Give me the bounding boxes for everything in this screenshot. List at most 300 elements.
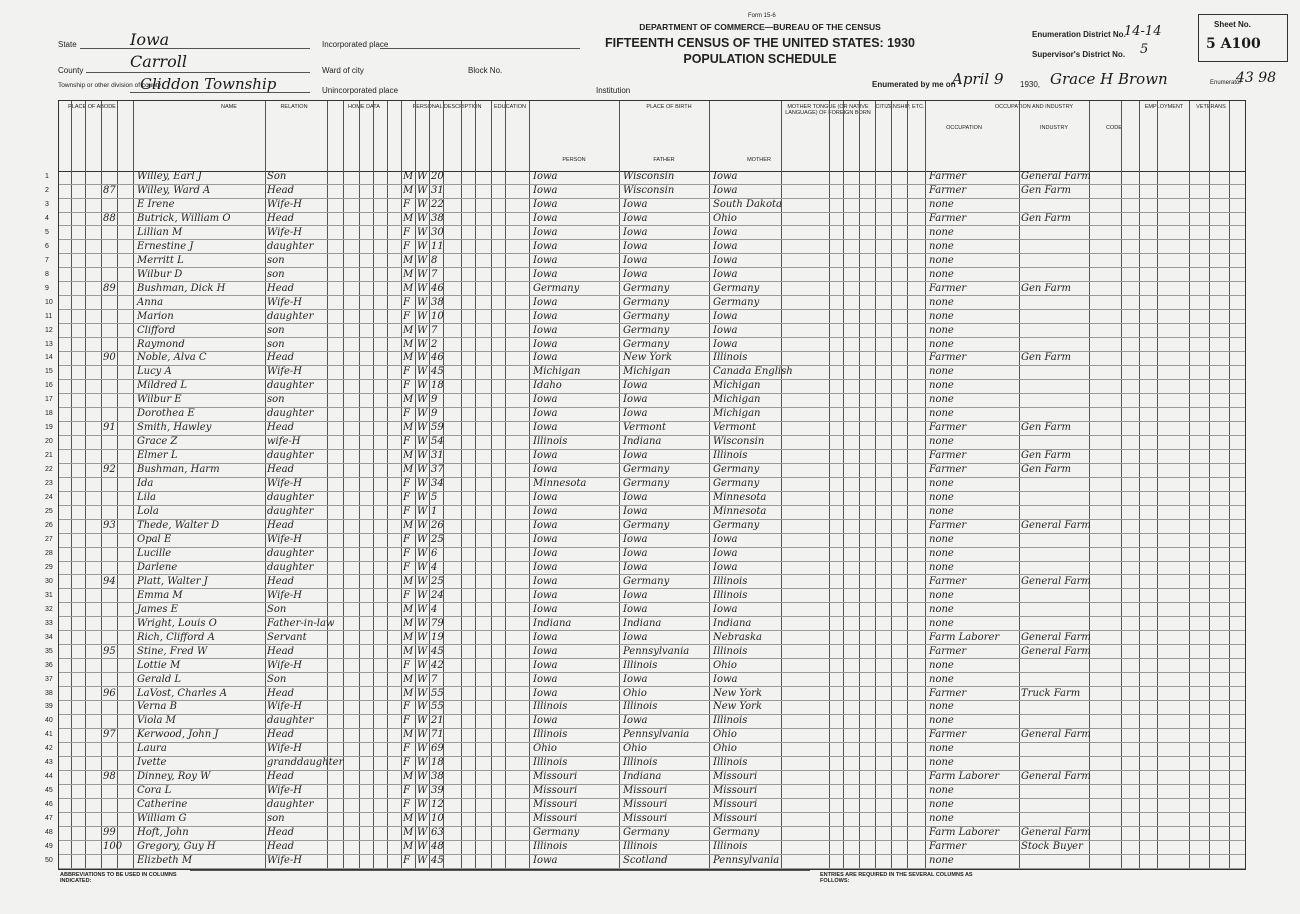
name-cell: Hoft, John (137, 827, 189, 839)
col-name: NAME (221, 104, 237, 110)
sex-cell: M (403, 841, 414, 853)
relation-cell: son (267, 254, 285, 266)
father-birthplace-cell: Iowa (623, 715, 648, 727)
age-cell: 25 (431, 533, 444, 545)
relation-cell: daughter (267, 561, 314, 573)
birthplace-cell: Iowa (533, 520, 558, 531)
row-number: 25 (45, 508, 53, 516)
township-label: Township or other division of county (58, 82, 161, 89)
relation-cell: daughter (267, 380, 314, 392)
industry-cell (1021, 799, 1089, 812)
father-birthplace-cell: Missouri (623, 813, 668, 825)
dwelling-number: 89 (103, 282, 116, 294)
relation-cell: daughter (267, 492, 314, 504)
birthplace-cell: Iowa (533, 492, 558, 504)
mother-birthplace-cell: Michigan (713, 408, 761, 420)
father-birthplace-cell: Pennsylvania (623, 645, 690, 657)
industry-cell (1021, 436, 1089, 449)
age-cell: 7 (431, 673, 438, 685)
age-cell: 59 (431, 422, 444, 434)
age-cell: 38 (431, 212, 444, 224)
name-cell: LaVost, Charles A (137, 687, 227, 699)
row-number: 50 (45, 857, 53, 865)
sex-cell: M (403, 617, 414, 629)
mother-birthplace-cell: Michigan (713, 394, 761, 406)
dwelling-number (103, 450, 117, 463)
table-row (45, 520, 1245, 534)
race-cell: W (417, 171, 428, 182)
relation-cell: Head (267, 575, 295, 587)
footer-entries: ENTRIES ARE REQUIRED IN THE SEVERAL COLUMNS AS FOLLOWS: (820, 872, 973, 884)
name-cell: Lola (137, 506, 159, 518)
sex-cell: F (403, 701, 410, 713)
incorporated-line (380, 48, 580, 49)
sheet-value: 5 A100 (1206, 36, 1261, 52)
county-line (86, 72, 310, 73)
dwelling-number (103, 813, 117, 826)
sex-cell: F (403, 310, 410, 322)
dwelling-number: 99 (103, 827, 116, 839)
relation-cell: Wife-H (267, 701, 303, 713)
name-cell: E Irene (137, 198, 175, 210)
dwelling-number (103, 632, 117, 645)
age-cell: 55 (431, 701, 444, 713)
age-cell: 71 (431, 729, 444, 741)
father-birthplace-cell: Iowa (623, 492, 648, 504)
enumerated-year: 1930, (1020, 80, 1041, 89)
birthplace-cell: Germany (533, 282, 580, 294)
age-cell: 42 (431, 659, 444, 671)
relation-cell: son (267, 324, 285, 336)
enumerated-date: April 9 (952, 70, 1004, 88)
col-person: PERSON (562, 157, 586, 163)
row-number: 35 (45, 647, 53, 655)
row-number: 49 (45, 843, 53, 851)
industry-cell: Stock Buyer (1021, 841, 1083, 853)
row-number: 37 (45, 675, 53, 683)
sex-cell: F (403, 785, 410, 797)
dwelling-number (103, 478, 117, 491)
dwelling-number (103, 701, 117, 714)
father-birthplace-cell: Germany (623, 296, 670, 308)
father-birthplace-cell: Iowa (623, 240, 648, 252)
race-cell: W (417, 464, 428, 476)
sex-cell: F (403, 743, 410, 755)
relation-cell: son (267, 394, 285, 406)
name-cell: Cora L (137, 785, 172, 797)
occupation-cell: Farmer (929, 575, 967, 587)
mother-birthplace-cell: Minnesota (713, 492, 767, 504)
name-cell: Marion (137, 310, 174, 322)
birthplace-cell: Iowa (533, 450, 558, 462)
industry-cell: Truck Farm (1021, 687, 1081, 699)
occupation-cell: Farm Laborer (929, 771, 1000, 783)
name-cell: Rich, Clifford A (137, 631, 215, 643)
dwelling-number: 88 (103, 212, 116, 224)
sex-cell: M (403, 673, 414, 685)
age-cell: 8 (431, 254, 438, 266)
table-row (45, 561, 1245, 576)
occupation-cell: Farmer (929, 422, 967, 434)
birthplace-cell: Iowa (533, 254, 558, 266)
sex-cell: F (403, 226, 410, 238)
table-row (45, 422, 1245, 436)
relation-cell: Head (267, 184, 295, 196)
industry-cell (1021, 701, 1089, 714)
row-number: 36 (45, 661, 53, 669)
industry-cell: Gen Farm (1021, 422, 1072, 434)
age-cell: 19 (431, 631, 444, 643)
industry-cell: General Farm (1021, 771, 1091, 783)
dwelling-number: 95 (103, 645, 116, 657)
occupation-cell: none (929, 785, 954, 797)
sex-cell: M (403, 171, 414, 182)
occupation-cell: Farmer (929, 520, 967, 531)
form-number: Form 15-6 (748, 13, 776, 19)
industry-cell (1021, 506, 1089, 519)
sex-cell: M (403, 520, 414, 531)
sex-cell: M (403, 450, 414, 462)
occupation-cell: none (929, 324, 954, 336)
table-row (45, 729, 1245, 743)
row-number: 29 (45, 563, 53, 571)
col-code: CODE (1106, 125, 1122, 131)
row-number: 1 (45, 173, 49, 180)
father-birthplace-cell: Germany (623, 478, 670, 490)
table-row (45, 492, 1245, 506)
father-birthplace-cell: Iowa (623, 254, 648, 266)
sex-cell: F (403, 533, 410, 545)
table-row (45, 394, 1245, 408)
col-employment: EMPLOYMENT (1144, 104, 1184, 110)
age-cell: 24 (431, 589, 444, 601)
table-row (45, 827, 1245, 841)
table-row (45, 617, 1245, 632)
mother-birthplace-cell: Michigan (713, 380, 761, 392)
dwelling-number (103, 199, 117, 212)
occupation-cell: none (929, 547, 954, 559)
father-birthplace-cell: Illinois (623, 841, 658, 853)
table-row (45, 506, 1245, 520)
race-cell: W (417, 240, 428, 252)
sex-cell: F (403, 659, 410, 671)
county-value: Carroll (130, 52, 187, 71)
industry-cell (1021, 478, 1089, 491)
occupation-cell: none (929, 743, 954, 755)
dwelling-number (103, 325, 117, 338)
name-cell: Viola M (137, 715, 176, 727)
mother-birthplace-cell: Ohio (713, 212, 737, 224)
relation-cell: Wife-H (267, 785, 303, 797)
occupation-cell: Farmer (929, 184, 967, 196)
name-cell: Lucy A (137, 366, 172, 378)
name-cell: Stine, Fred W (137, 645, 208, 657)
father-birthplace-cell: Iowa (623, 450, 648, 462)
industry-cell (1021, 604, 1089, 617)
occupation-cell: Farm Laborer (929, 827, 1000, 839)
occupation-cell: Farmer (929, 841, 967, 853)
age-cell: 9 (431, 394, 438, 406)
age-cell: 63 (431, 827, 444, 839)
dwelling-number (103, 492, 117, 505)
relation-cell: daughter (267, 506, 314, 518)
name-cell: Platt, Walter J (137, 575, 208, 587)
row-number: 44 (45, 773, 53, 781)
occupation-cell: none (929, 296, 954, 308)
occupation-cell: none (929, 533, 954, 545)
birthplace-cell: Illinois (533, 729, 568, 741)
state-label: State (58, 40, 77, 49)
birthplace-cell: Iowa (533, 422, 558, 434)
birthplace-cell: Iowa (533, 575, 558, 587)
age-cell: 7 (431, 268, 438, 280)
dwelling-number (103, 799, 117, 812)
father-birthplace-cell: Missouri (623, 799, 668, 811)
birthplace-cell: Iowa (533, 296, 558, 308)
occupation-cell: none (929, 617, 954, 629)
footer-abbreviations: ABBREVIATIONS TO BE USED IN COLUMNS INDICATED: (60, 872, 177, 884)
name-cell: Gerald L (137, 673, 182, 685)
age-cell: 45 (431, 855, 444, 867)
relation-cell: daughter (267, 715, 314, 727)
father-birthplace-cell: Wisconsin (623, 184, 675, 196)
industry-cell (1021, 785, 1089, 798)
dwelling-number: 94 (103, 575, 116, 587)
supervisor-value: 5 (1140, 42, 1149, 57)
industry-cell (1021, 660, 1089, 673)
state-line (80, 48, 310, 49)
sex-cell: M (403, 631, 414, 643)
sex-cell: F (403, 715, 410, 727)
name-cell: Raymond (137, 338, 185, 350)
name-cell: Willey, Earl J (137, 171, 202, 182)
industry-cell: General Farm (1021, 645, 1091, 657)
sex-cell: F (403, 589, 410, 601)
state-value: Iowa (130, 30, 170, 49)
sex-cell: M (403, 338, 414, 350)
dwelling-number (103, 506, 117, 519)
name-cell: Willey, Ward A (137, 184, 211, 196)
relation-cell: Wife-H (267, 198, 303, 210)
birthplace-cell: Illinois (533, 757, 568, 769)
age-cell: 39 (431, 785, 444, 797)
relation-cell: son (267, 268, 285, 280)
schedule-table (45, 100, 1246, 870)
row-number: 19 (45, 424, 53, 432)
relation-cell: daughter (267, 408, 314, 420)
row-number: 5 (45, 228, 49, 236)
father-birthplace-cell: Pennsylvania (623, 729, 690, 741)
name-cell: Bushman, Harm (137, 464, 220, 476)
relation-cell: Son (267, 171, 287, 182)
row-number: 43 (45, 759, 53, 767)
mother-birthplace-cell: Iowa (713, 603, 738, 615)
race-cell: W (417, 310, 428, 322)
industry-cell (1021, 199, 1089, 212)
relation-cell: Wife-H (267, 366, 303, 378)
birthplace-cell: Iowa (533, 547, 558, 559)
mother-birthplace-cell: Canada English (713, 366, 793, 378)
name-cell: Wright, Louis O (137, 617, 217, 629)
birthplace-cell: Iowa (533, 310, 558, 322)
table-row (45, 743, 1245, 757)
row-number: 40 (45, 717, 53, 725)
father-birthplace-cell: Iowa (623, 408, 648, 420)
dwelling-number (103, 548, 117, 561)
mother-birthplace-cell: Germany (713, 296, 760, 308)
father-birthplace-cell: Ohio (623, 743, 647, 755)
industry-cell (1021, 534, 1089, 547)
sex-cell: M (403, 394, 414, 406)
row-number: 33 (45, 619, 53, 627)
table-row (45, 631, 1245, 646)
relation-cell: Wife-H (267, 533, 303, 545)
occupation-cell: none (929, 394, 954, 406)
mother-birthplace-cell: Pennsylvania (713, 855, 780, 867)
sex-cell: M (403, 268, 414, 280)
age-cell: 18 (431, 757, 444, 769)
sex-cell: M (403, 687, 414, 699)
father-birthplace-cell: Iowa (623, 198, 648, 210)
township-value: Gliddon Township (140, 75, 277, 93)
name-cell: Wilbur D (137, 268, 183, 280)
race-cell: W (417, 701, 428, 713)
table-row (45, 282, 1245, 297)
row-number: 39 (45, 703, 53, 711)
row-number: 10 (45, 298, 53, 306)
occupation-cell: none (929, 492, 954, 504)
birthplace-cell: Iowa (533, 506, 558, 518)
mother-birthplace-cell: Illinois (713, 757, 748, 769)
father-birthplace-cell: Indiana (623, 617, 662, 629)
birthplace-cell: Iowa (533, 338, 558, 350)
father-birthplace-cell: Iowa (623, 631, 648, 643)
mother-birthplace-cell: Illinois (713, 589, 748, 601)
table-row (45, 408, 1245, 422)
race-cell: W (417, 254, 428, 266)
enumerated-label: Enumerated by me on (872, 80, 956, 89)
race-cell: W (417, 785, 428, 797)
table-row (45, 855, 1245, 869)
row-number: 30 (45, 577, 53, 585)
table-row (45, 198, 1245, 213)
age-cell: 48 (431, 841, 444, 853)
father-birthplace-cell: Iowa (623, 380, 648, 392)
father-birthplace-cell: Ohio (623, 687, 647, 699)
row-number: 42 (45, 745, 53, 753)
industry-cell (1021, 339, 1089, 352)
industry-cell: Gen Farm (1021, 212, 1072, 224)
mother-birthplace-cell: Iowa (713, 547, 738, 559)
dwelling-number (103, 674, 117, 687)
birthplace-cell: Idaho (533, 380, 562, 392)
occupation-cell: none (929, 408, 954, 420)
row-number: 7 (45, 256, 49, 264)
mother-birthplace-cell: Iowa (713, 240, 738, 252)
race-cell: W (417, 450, 428, 462)
relation-cell: Head (267, 645, 295, 657)
mother-birthplace-cell: Germany (713, 827, 760, 839)
dwelling-number (103, 436, 117, 449)
col-citizenship: CITIZENSHIP, ETC. (875, 104, 925, 110)
age-cell: 31 (431, 184, 444, 196)
row-number: 21 (45, 452, 53, 460)
industry-cell (1021, 562, 1089, 575)
dwelling-number: 90 (103, 352, 116, 364)
industry-cell (1021, 855, 1089, 868)
father-birthplace-cell: Germany (623, 575, 670, 587)
race-cell: W (417, 855, 428, 867)
row-number: 18 (45, 410, 53, 418)
sex-cell: F (403, 547, 410, 559)
mother-birthplace-cell: Iowa (713, 268, 738, 280)
name-cell: Ida (137, 478, 154, 490)
row-number: 26 (45, 522, 53, 529)
birthplace-cell: Iowa (533, 198, 558, 210)
township-line (130, 92, 310, 93)
father-birthplace-cell: Iowa (623, 212, 648, 224)
relation-cell: Son (267, 603, 287, 615)
sex-cell: F (403, 855, 410, 867)
relation-cell: Servant (267, 631, 307, 643)
relation-cell: granddaughter (267, 757, 344, 769)
table-row (45, 240, 1245, 255)
race-cell: W (417, 380, 428, 392)
mother-birthplace-cell: Nebraska (713, 631, 762, 643)
race-cell: W (417, 645, 428, 657)
race-cell: W (417, 436, 428, 448)
age-cell: 1 (431, 506, 438, 518)
census-title: FIFTEENTH CENSUS OF THE UNITED STATES: 1930 (605, 36, 915, 50)
row-number: 13 (45, 340, 53, 348)
dwelling-number (103, 171, 117, 184)
race-cell: W (417, 492, 428, 504)
table-row (45, 533, 1245, 548)
age-cell: 20 (431, 171, 444, 182)
relation-cell: Head (267, 827, 295, 839)
sheet-label: Sheet No. (1214, 20, 1251, 29)
race-cell: W (417, 617, 428, 629)
dwelling-number (103, 604, 117, 617)
race-cell: W (417, 506, 428, 518)
relation-cell: Head (267, 520, 295, 531)
sex-cell: M (403, 729, 414, 741)
dwelling-number: 93 (103, 520, 116, 531)
age-cell: 21 (431, 715, 444, 727)
mother-birthplace-cell: Ohio (713, 729, 737, 741)
occupation-cell: none (929, 603, 954, 615)
name-cell: Dorothea E (137, 408, 195, 420)
table-row (45, 436, 1245, 450)
race-cell: W (417, 603, 428, 615)
table-row (45, 799, 1245, 813)
birthplace-cell: Illinois (533, 841, 568, 853)
mother-birthplace-cell: Missouri (713, 813, 758, 825)
industry-cell: Gen Farm (1021, 464, 1072, 476)
age-cell: 46 (431, 282, 444, 294)
occupation-cell: Farmer (929, 687, 967, 699)
industry-cell (1021, 297, 1089, 310)
name-cell: Ivette (137, 757, 167, 769)
col-occupation-industry: OCCUPATION AND INDUSTRY (994, 104, 1074, 110)
age-cell: 46 (431, 352, 444, 364)
dwelling-number: 92 (103, 464, 116, 476)
row-number: 20 (45, 438, 53, 446)
name-cell: Lila (137, 492, 156, 504)
father-birthplace-cell: Illinois (623, 757, 658, 769)
dwelling-number (103, 534, 117, 547)
father-birthplace-cell: Iowa (623, 268, 648, 280)
